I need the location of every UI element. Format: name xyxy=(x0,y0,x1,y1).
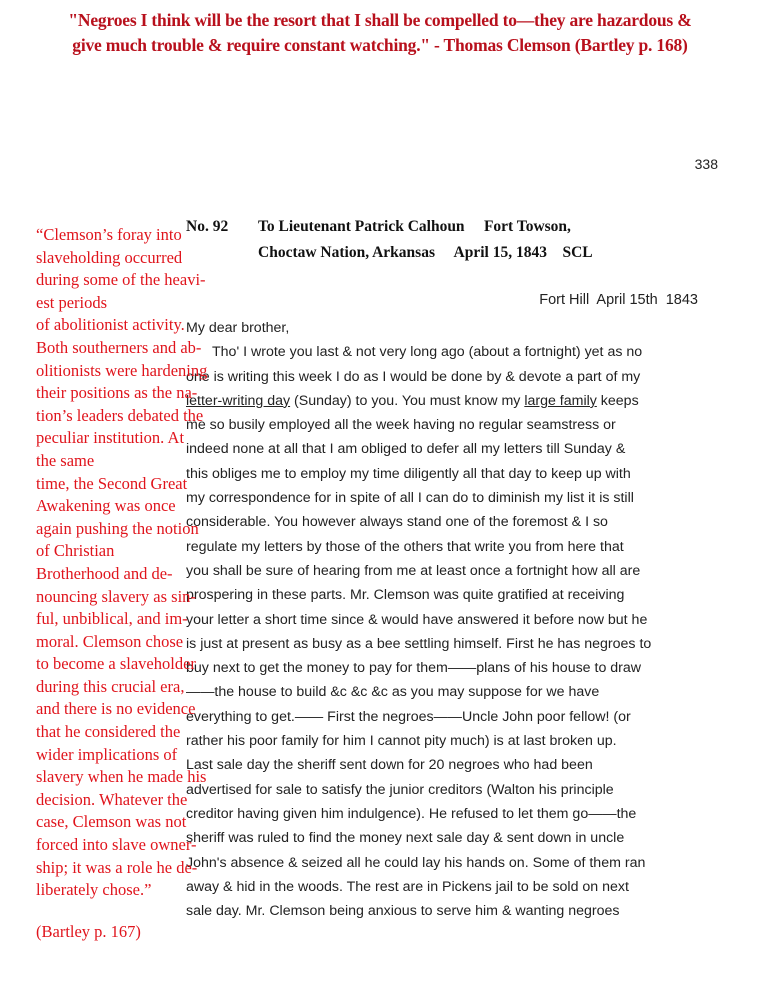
body-line: one is writing this week I do as I would be done by & devote a part of my xyxy=(186,368,641,385)
body-line: Last sale day the sheriff sent down for 20 negroes who had been xyxy=(186,757,593,774)
letter-body xyxy=(186,316,726,923)
letter-heading xyxy=(186,214,593,266)
sidebar-quote-line: est periods xyxy=(36,292,108,312)
body-line: buy next to get the money to pay for them——plans of his house to draw xyxy=(186,660,642,677)
body-line: Tho' I wrote you last & not very long ago (about a fortnight) yet as no xyxy=(212,344,643,361)
body-line: prospering in these parts. Mr. Clemson was quite gratified at receiving xyxy=(186,587,625,604)
sidebar-quote-line: case, Clemson was not xyxy=(36,812,187,832)
body-line: sale day. Mr. Clemson being anxious to serve him & wanting negroes xyxy=(186,903,620,920)
letter-location-1: Fort Towson, xyxy=(483,218,571,235)
body-line: you shall be sure of hearing from me at least once a fortnight how all are xyxy=(186,562,641,579)
body-line: rather his poor family for him I cannot pity much) is at last broken up. xyxy=(186,733,617,750)
body-line: everything to get.—— First the negroes——Uncle John poor fellow! (or xyxy=(186,708,631,725)
body-line: your letter a short time since & would have answered it before now but he xyxy=(186,611,648,628)
body-line: is just at present as busy as a bee settling himself. First he has negroes to xyxy=(186,635,652,652)
sidebar-quote-line: the same xyxy=(36,450,95,470)
body-line: considerable. You however always stand one of the foremost & I so xyxy=(186,514,608,531)
body-line-segment: (Sunday) to you. You must know my xyxy=(290,392,525,409)
sidebar-quote-line: moral. Clemson chose xyxy=(36,631,184,651)
banner-quote-line-1: "Negroes I think will be the resort that I shall be compelled to—they are hazardous & xyxy=(68,10,692,30)
sidebar-quote-line: slaveholding occurred xyxy=(36,247,183,267)
sidebar-quote-line: of abolitionist activity. xyxy=(36,315,185,335)
sidebar-quote-line: during some of the heavi- xyxy=(36,270,206,290)
sidebar-citation: (Bartley p. 167) xyxy=(36,922,141,941)
sidebar-quote-line: Awakening was once xyxy=(36,496,176,516)
sidebar-quote-line: peculiar institution. At xyxy=(36,428,185,448)
banner-quote-line-2: give much trouble & require constant watching." - Thomas Clemson (Bartley p. 168) xyxy=(72,35,688,55)
sidebar-quote-line: during this crucial era, xyxy=(36,676,185,696)
body-line: regulate my letters by those of the others that write you from here that xyxy=(186,538,624,555)
letter-collection: SCL xyxy=(562,244,593,261)
body-line: advertised for sale to satisfy the junior creditors (Walton his principle xyxy=(186,781,614,798)
sidebar-quote-line: that he considered the xyxy=(36,722,181,742)
body-line-segment: keeps xyxy=(596,392,639,409)
sidebar-quote-line: again pushing the notion xyxy=(36,518,199,538)
sidebar-quote-line: ship; it was a role he de- xyxy=(36,857,198,877)
body-line: John's absence & seized all he could lay his hands on. Some of them ran xyxy=(186,854,646,871)
body-line: indeed none at all that I am obliged to defer all my letters till Sunday & xyxy=(186,441,626,458)
sidebar-quote-line: wider implications of xyxy=(36,744,178,764)
sidebar-quote-line: “Clemson’s foray into xyxy=(36,225,182,244)
sidebar-quote-line: nouncing slavery as sin- xyxy=(36,586,196,606)
body-line-underlined xyxy=(186,389,726,413)
sidebar-quote-line: and there is no evidence xyxy=(36,699,196,719)
letter-location-2: Choctaw Nation, Arkansas xyxy=(258,244,435,261)
letter-date: April 15, 1843 xyxy=(453,244,547,261)
body-line: sheriff was ruled to find the money next sale day & sent down in uncle xyxy=(186,830,625,847)
sidebar-quote-line: Brotherhood and de- xyxy=(36,563,173,583)
underlined-phrase: letter-writing day xyxy=(186,392,291,409)
body-line: my correspondence for in spite of all I can do to diminish my list it is still xyxy=(186,490,634,507)
sidebar-quote xyxy=(36,224,236,902)
body-line: away & hid in the woods. The rest are in Pickens jail to be sold on next xyxy=(186,878,629,895)
sidebar-quote-line: slavery when he made his xyxy=(36,767,207,787)
body-line: this obliges me to employ my time diligently all that day to keep up with xyxy=(186,465,631,482)
body-line: me so busily employed all the week having no regular seamstress or xyxy=(186,417,616,434)
sidebar-quote-line: of Christian xyxy=(36,541,115,561)
letter-recipient: To Lieutenant Patrick Calhoun xyxy=(258,218,465,235)
page-number: 338 xyxy=(694,156,718,172)
banner-quote xyxy=(10,8,750,58)
sidebar-quote-line: to become a slaveholder xyxy=(36,654,196,674)
sidebar-quote-line: tion’s leaders debated the xyxy=(36,405,204,425)
sidebar-quote-line: Both southerners and ab- xyxy=(36,337,202,357)
body-line: creditor having given him indulgence). He refused to let them go——the xyxy=(186,805,637,822)
sidebar-quote-line: ful, unbiblical, and im- xyxy=(36,609,188,629)
sidebar-quote-line: liberately chose.” xyxy=(36,880,152,900)
salutation: My dear brother, xyxy=(186,320,290,336)
sidebar-quote-line: decision. Whatever the xyxy=(36,789,188,809)
underlined-phrase: large family xyxy=(524,392,597,409)
sidebar-quote-line: forced into slave owner- xyxy=(36,835,197,855)
body-line: ——the house to build &c &c &c as you may suppose for we have xyxy=(186,684,600,701)
letter-number: No. 92 xyxy=(186,218,229,235)
sidebar-quote-line: time, the Second Great xyxy=(36,473,188,493)
sidebar-quote-line: olitionists were hardening xyxy=(36,360,208,380)
letter-dateline: Fort Hill April 15th 1843 xyxy=(539,292,698,308)
sidebar-quote-line: their positions as the na- xyxy=(36,383,198,403)
